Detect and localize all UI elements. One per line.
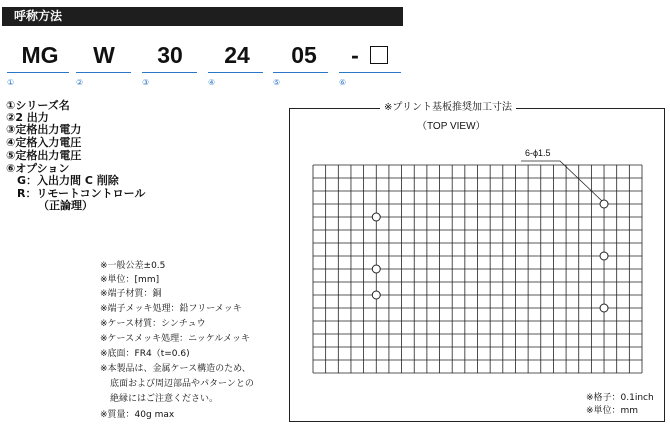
legend-item: ③定格出力電力	[6, 123, 82, 136]
legend-item: ①シリーズ名	[6, 99, 70, 112]
spec-note: ※本製品は、金属ケース構造のため、	[100, 364, 251, 374]
spec-note: ※端子メッキ処理：鉛フリーメッキ	[100, 304, 242, 314]
legend-item: ⑤定格出力電圧	[6, 149, 82, 162]
spec-note: ※ケース材質：シンチュウ	[100, 319, 206, 329]
spec-note: ※一般公差±0.5	[100, 261, 166, 271]
code-index-1: ①	[7, 78, 15, 87]
spec-note: 絶縁にはご注意ください。	[110, 394, 219, 404]
spec-note: ※単位：[mm]	[100, 275, 160, 285]
pcb-hole	[600, 304, 608, 312]
code-output-voltage: 05	[291, 42, 317, 68]
legend-item: ④定格入力電圧	[6, 136, 82, 149]
legend-item: R：リモートコントロール	[17, 187, 146, 200]
code-index-6: ⑥	[339, 78, 347, 87]
legend-item: G：入出力間 C 削除	[17, 174, 119, 187]
code-index-3: ③	[142, 78, 150, 87]
legend-item: ⑥オプション	[6, 162, 70, 175]
code-option-dash: -	[351, 42, 359, 68]
code-power: 30	[157, 42, 183, 68]
spec-note: 底面および周辺部品やパターンとの	[110, 379, 254, 389]
code-index-2: ②	[76, 78, 84, 87]
legend-item: ②2 出力	[6, 111, 49, 124]
spec-note: ※質量：40g max	[100, 410, 175, 420]
grid-pitch-note: ※格子：0.1inch	[586, 393, 654, 403]
section-title: 呼称方法	[14, 9, 63, 23]
unit-note: ※単位：mm	[586, 406, 639, 416]
pcb-hole	[600, 200, 608, 208]
spec-note: ※底面：FR4（t=0.6)	[100, 349, 190, 359]
spec-note: ※端子材質：銅	[100, 289, 162, 299]
code-outputs: W	[93, 42, 115, 68]
hole-spec-label: 6-ϕ1.5	[525, 148, 551, 158]
pcb-hole	[372, 213, 380, 221]
code-series: MG	[21, 42, 59, 68]
pcb-hole	[600, 252, 608, 260]
legend-item: （正論理）	[38, 199, 93, 212]
code-index-5: ⑤	[273, 78, 281, 87]
code-input-voltage: 24	[224, 42, 250, 68]
spec-note: ※ケースメッキ処理：ニッケルメッキ	[100, 334, 251, 344]
pcb-hole	[372, 265, 380, 273]
pcb-hole	[372, 291, 380, 299]
hole-leader-line	[521, 161, 602, 201]
pcb-title: ※プリント基板推奨加工寸法	[380, 101, 516, 114]
pcb-view-label: （TOP VIEW）	[417, 121, 486, 132]
code-index-4: ④	[208, 78, 216, 87]
